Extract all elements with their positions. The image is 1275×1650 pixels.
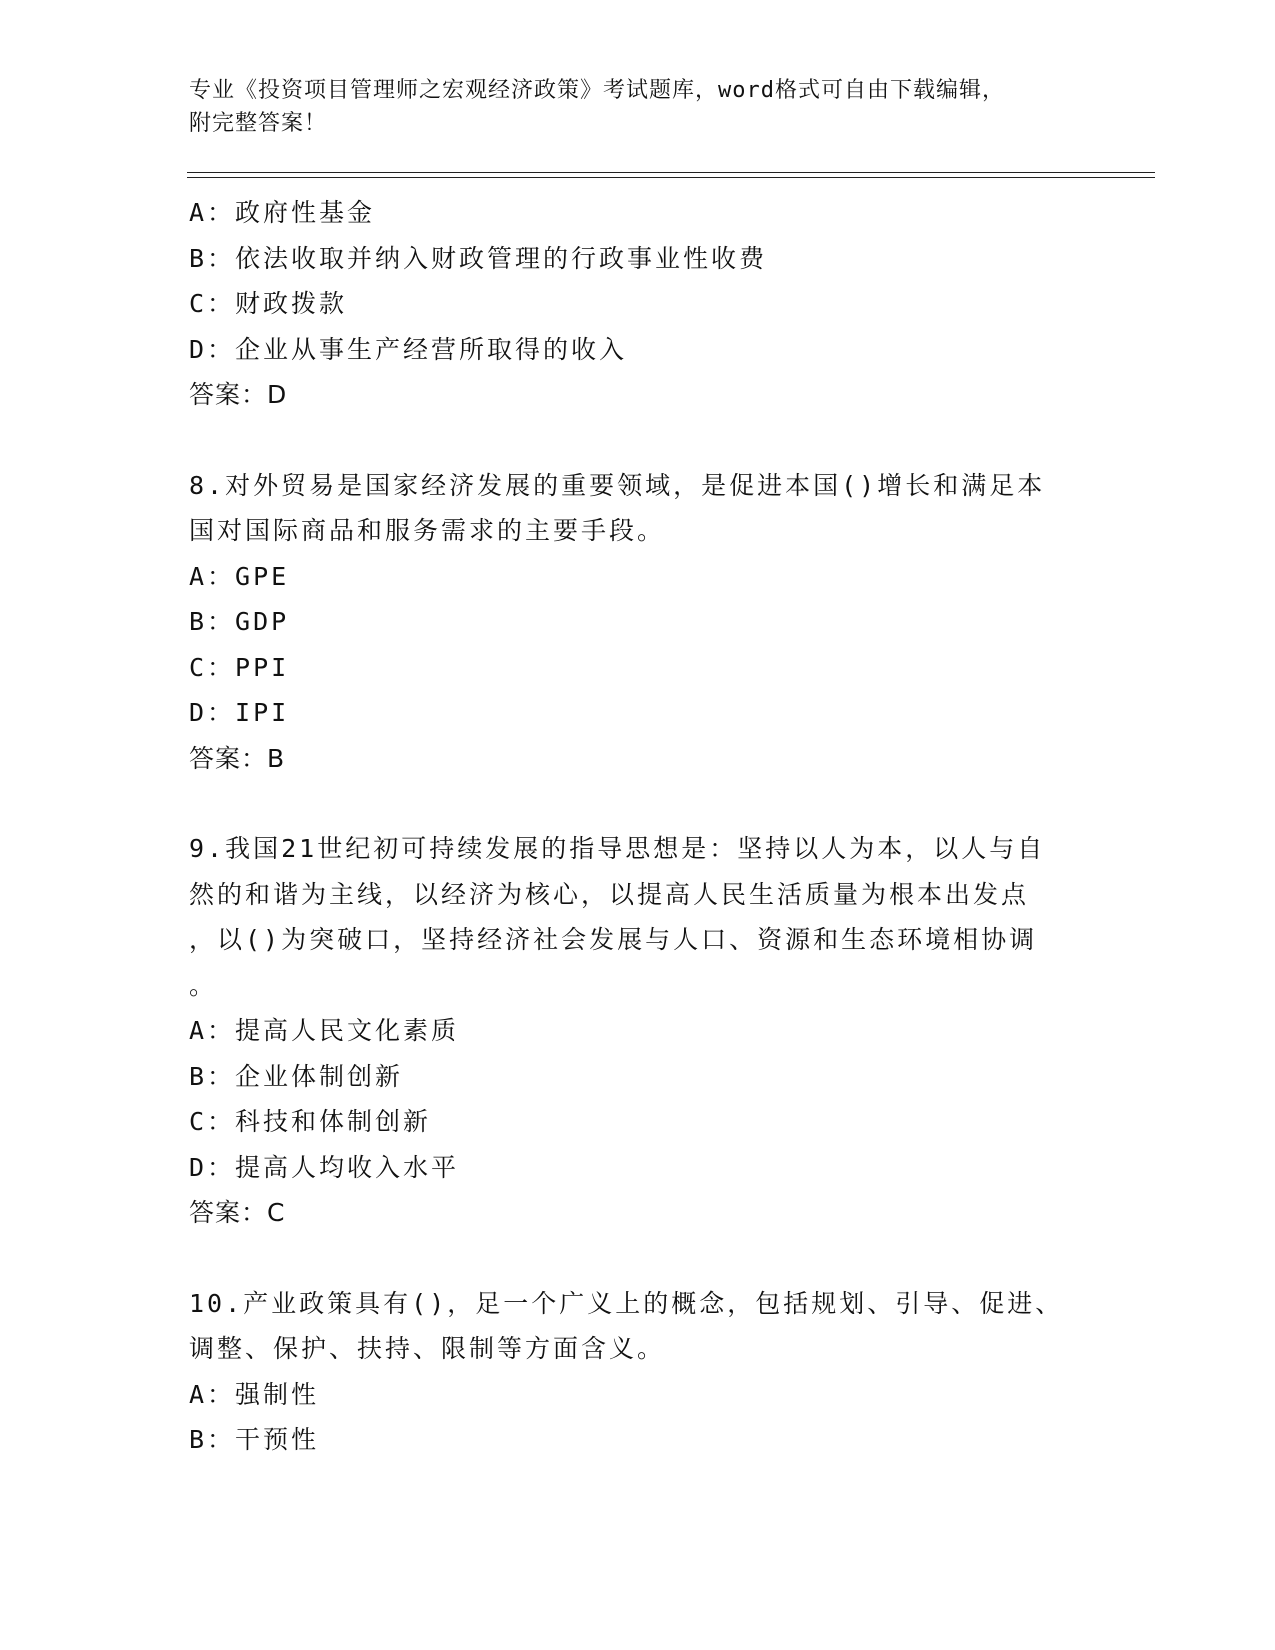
header-line-1: 专业《投资项目管理师之宏观经济政策》考试题库，word格式可自由下载编辑， [189,78,1005,103]
question-stem-line: 国对国际商品和服务需求的主要手段。 [189,516,666,545]
question-stem-line: 9.我国21世纪初可持续发展的指导思想是：坚持以人为本，以人与自 [189,834,1046,863]
option-b: B：GDP [189,607,290,636]
option-b: B：依法收取并纳入财政管理的行政事业性收费 [189,243,768,273]
document-header [189,74,1089,140]
option-c: C：PPI [189,652,290,682]
answer-label: 答案：D [189,380,288,409]
option-c: C：财政拨款 [189,289,348,318]
option-a: A：强制性 [189,1379,320,1409]
option-a: A：政府性基金 [189,198,376,227]
question-stem-line: ，以()为突破口，坚持经济社会发展与人口、资源和生态环境相协调 [189,925,1038,954]
option-b: B：干预性 [189,1425,320,1454]
option-a: A：提高人民文化素质 [189,1016,460,1045]
option-d: D：提高人均收入水平 [189,1152,460,1182]
question-7 [189,190,1089,418]
header-line-2: 附完整答案！ [189,111,328,136]
spacer [189,1236,1089,1281]
question-stem-line: 10.产业政策具有()，足一个广义上的概念，包括规划、引导、促进、 [189,1288,1064,1318]
option-c: C：科技和体制创新 [189,1107,432,1136]
spacer [189,418,1089,463]
question-stem-line: 调整、保护、扶持、限制等方面含义。 [189,1334,666,1363]
question-8 [189,463,1089,782]
question-stem-line: 8.对外贸易是国家经济发展的重要领域，是促进本国()增长和满足本 [189,470,1046,500]
question-stem-line: 。 [189,970,218,1000]
option-b: B：企业体制创新 [189,1061,404,1091]
question-list [189,190,1089,1463]
question-stem-line: 然的和谐为主线，以经济为核心，以提高人民生活质量为根本出发点 [189,879,1030,909]
header-rule-top [187,172,1155,173]
question-10 [189,1281,1089,1463]
answer-label: 答案：B [189,743,286,773]
option-d: D：企业从事生产经营所取得的收入 [189,334,628,364]
option-d: D：IPI [189,698,290,727]
spacer [189,781,1089,826]
header-rule-bottom [187,177,1155,178]
question-9 [189,826,1089,1236]
answer-label: 答案：C [189,1198,286,1227]
option-a: A：GPE [189,561,290,591]
